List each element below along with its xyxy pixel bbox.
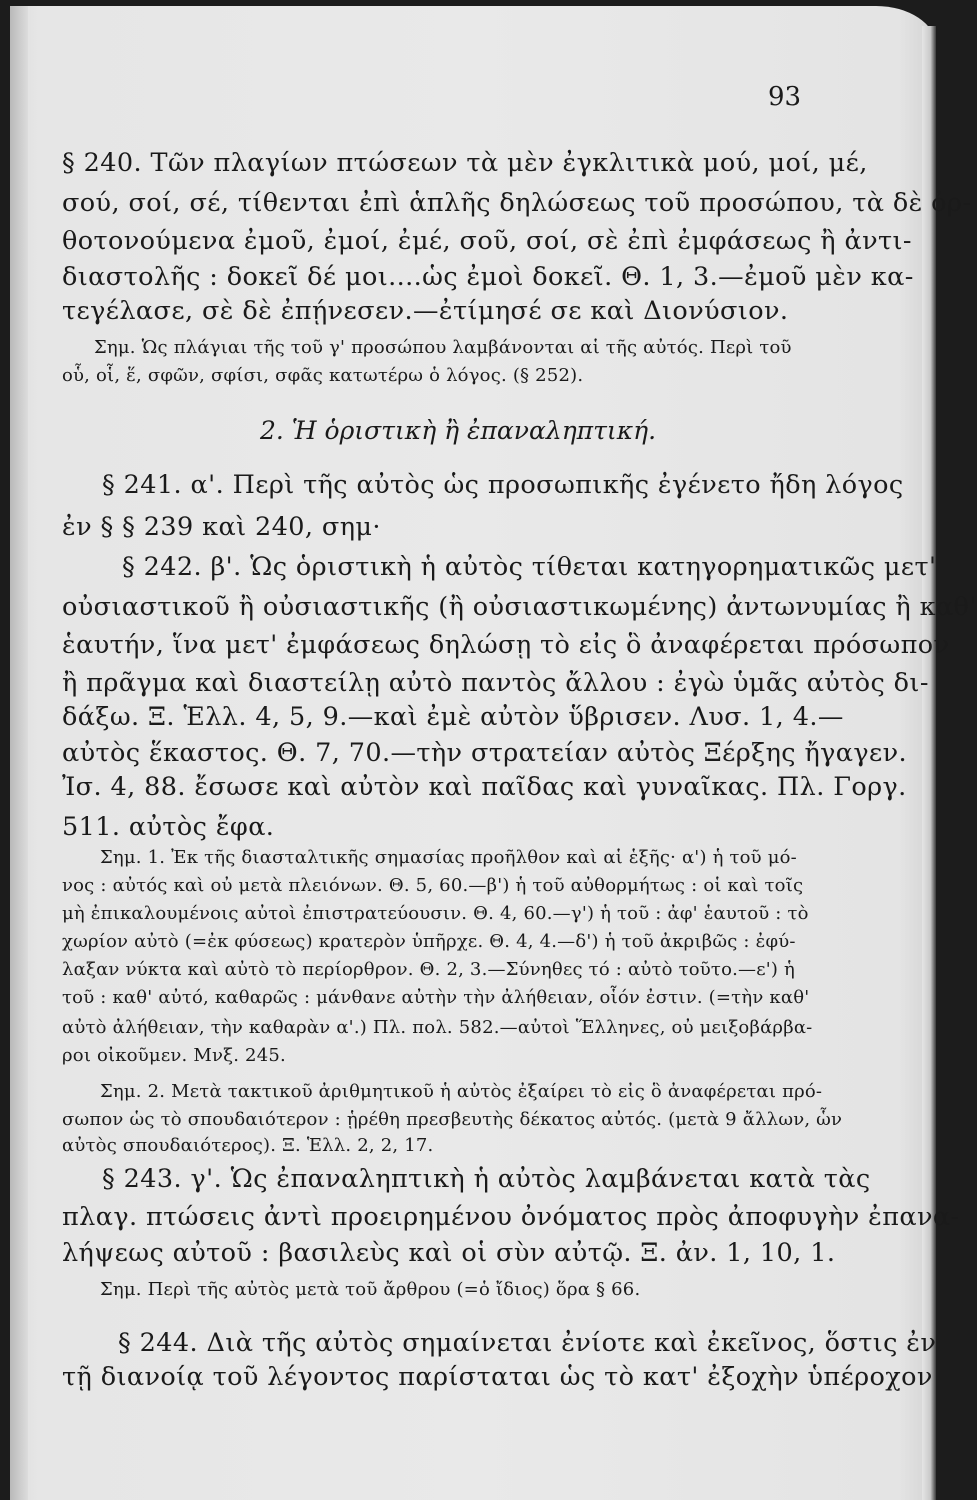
note-line: σωπον ὡς τὸ σπουδαιότερον : ᾑρέθη πρεσβευτὴς δέκατος αὐτός. (μετὰ 9 ἄλλων, ὧν bbox=[62, 1109, 843, 1130]
text-line: σού, σοί, σέ, τίθενται ἐπὶ ἁπλῆς δηλώσεως τοῦ προσώπου, τὰ δὲ ὀρ- bbox=[62, 188, 972, 218]
text-line: § 242. β'. Ὡς ὁριστικὴ ἡ αὐτὸς τίθεται κατηγορηματικῶς μετ' bbox=[122, 552, 937, 582]
text-line: θοτονούμενα ἐμοῦ, ἐμοί, ἐμέ, σοῦ, σοί, σὲ ἐπὶ ἐμφάσεως ἢ ἀντι- bbox=[62, 226, 912, 256]
note-line: αὐτὸ ἀλήθειαν, τὴν καθαρὰν α'.) Πλ. πολ. 582.—αὐτοὶ Ἕλληνες, οὐ μειξοβάρβα- bbox=[62, 1017, 813, 1038]
text-line: ἑαυτήν, ἵνα μετ' ἐμφάσεως δηλώσῃ τὸ εἰς ὃ ἀναφέρεται πρόσωπον bbox=[62, 630, 950, 660]
text-line: πλαγ. πτώσεις ἀντὶ προειρημένου ὀνόματος πρὸς ἀποφυγὴν ἐπανα- bbox=[62, 1202, 960, 1232]
note-line: λαξαν νύκτα καὶ αὐτὸ τὸ περίορθρον. Θ. 2, 3.—Σύνηθες τό : αὐτὸ τοῦτο.—ε') ἡ bbox=[62, 959, 796, 980]
text-line: διαστολῆς : δοκεῖ δέ μοι....ὡς ἐμοὶ δοκεῖ. Θ. 1, 3.—ἐμοῦ μὲν κα- bbox=[62, 262, 914, 292]
page-number: 93 bbox=[768, 82, 802, 112]
text-line: αὐτὸς ἕκαστος. Θ. 7, 70.—τὴν στρατείαν αὐτὸς Ξέρξης ἤγαγεν. bbox=[62, 738, 908, 768]
section-heading: 2. Ἡ ὁριστικὴ ἢ ἐπαναληπτική. bbox=[260, 416, 657, 445]
note-line: μὴ ἐπικαλουμένοις αὐτοὶ ἐπιστρατεύουσιν. Θ. 4, 60.—γ') ἡ τοῦ : ἀφ' ἑαυτοῦ : τὸ bbox=[62, 903, 809, 924]
note-line: ροι οἰκοῦμεν. Μνξ. 245. bbox=[62, 1045, 286, 1066]
note-line: Σημ. Ὡς πλάγιαι τῆς τοῦ γ' προσώπου λαμβάνονται αἱ τῆς αὐτός. Περὶ τοῦ bbox=[94, 337, 792, 358]
page-text bbox=[10, 6, 977, 1500]
text-line: οὐσιαστικοῦ ἢ οὐσιαστικῆς (ἢ οὐσιαστικωμένης) ἀντωνυμίας ἢ καθ' bbox=[62, 592, 977, 622]
text-line: τεγέλασε, σὲ δὲ ἐπῄνεσεν.—ἐτίμησέ σε καὶ Διονύσιον. bbox=[62, 296, 789, 326]
text-line: § 241. α'. Περὶ τῆς αὐτὸς ὡς προσωπικῆς ἐγένετο ἤδη λόγος bbox=[102, 470, 904, 500]
note-line: χωρίον αὐτὸ (=ἐκ φύσεως) κρατερὸν ὑπῆρχε. Θ. 4, 4.—δ') ἡ τοῦ ἀκριβῶς : ἐφύ- bbox=[62, 931, 796, 952]
text-line: λήψεως αὐτοῦ : βασιλεὺς καὶ οἱ σὺν αὐτῷ. Ξ. ἀν. 1, 10, 1. bbox=[62, 1238, 836, 1268]
note-line: Σημ. Περὶ τῆς αὐτὸς μετὰ τοῦ ἄρθρου (=ὁ ἴδιος) ὅρα § 66. bbox=[100, 1279, 641, 1300]
text-line: ἢ πρᾶγμα καὶ διαστείλῃ αὐτὸ παντὸς ἄλλου : ἐγὼ ὑμᾶς αὐτὸς δι- bbox=[62, 668, 929, 698]
text-line: ἐν § § 239 καὶ 240, σημ· bbox=[62, 512, 381, 542]
text-line: § 244. Διὰ τῆς αὐτὸς σημαίνεται ἐνίοτε καὶ ἐκεῖνος, ὅστις ἐν bbox=[118, 1328, 937, 1358]
text-line: § 243. γ'. Ὡς ἐπαναληπτικὴ ἡ αὐτὸς λαμβάνεται κατὰ τὰς bbox=[102, 1164, 871, 1194]
note-line: Σημ. 1. Ἐκ τῆς διασταλτικῆς σημασίας προῆλθον καὶ αἱ ἑξῆς· α') ἡ τοῦ μό- bbox=[100, 847, 797, 868]
text-line: Ἰσ. 4, 88. ἔσωσε καὶ αὐτὸν καὶ παῖδας καὶ γυναῖκας. Πλ. Γοργ. bbox=[62, 772, 907, 802]
note-line: τοῦ : καθ' αὐτό, καθαρῶς : μάνθανε αὐτὴν τὴν ἀλήθειαν, οἷόν ἐστιν. (=τὴν καθ' bbox=[62, 987, 810, 1008]
text-line: § 240. Τῶν πλαγίων πτώσεων τὰ μὲν ἐγκλιτικὰ μού, μοί, μέ, bbox=[62, 148, 868, 178]
note-line: αὐτὸς σπουδαιότερος). Ξ. Ἑλλ. 2, 2, 17. bbox=[62, 1135, 434, 1156]
note-line: νος : αὐτός καὶ οὐ μετὰ πλειόνων. Θ. 5, 60.—β') ἡ τοῦ αὐθορμήτως : οἱ καὶ τοῖς bbox=[62, 875, 804, 896]
note-line: Σημ. 2. Μετὰ τακτικοῦ ἀριθμητικοῦ ἡ αὐτὸς ἐξαίρει τὸ εἰς ὃ ἀναφέρεται πρό- bbox=[100, 1081, 823, 1102]
text-line: 511. αὐτὸς ἔφα. bbox=[62, 812, 275, 842]
note-line: οὗ, οἷ, ἕ, σφῶν, σφίσι, σφᾶς κατωτέρω ὁ λόγος. (§ 252). bbox=[62, 365, 584, 386]
book-page bbox=[10, 6, 977, 1500]
text-line: δάξω. Ξ. Ἑλλ. 4, 5, 9.—καὶ ἐμὲ αὐτὸν ὕβρισεν. Λυσ. 1, 4.— bbox=[62, 702, 844, 732]
text-line: τῇ διανοίᾳ τοῦ λέγοντος παρίσταται ὡς τὸ κατ' ἐξοχὴν ὑπέροχον bbox=[62, 1362, 933, 1392]
